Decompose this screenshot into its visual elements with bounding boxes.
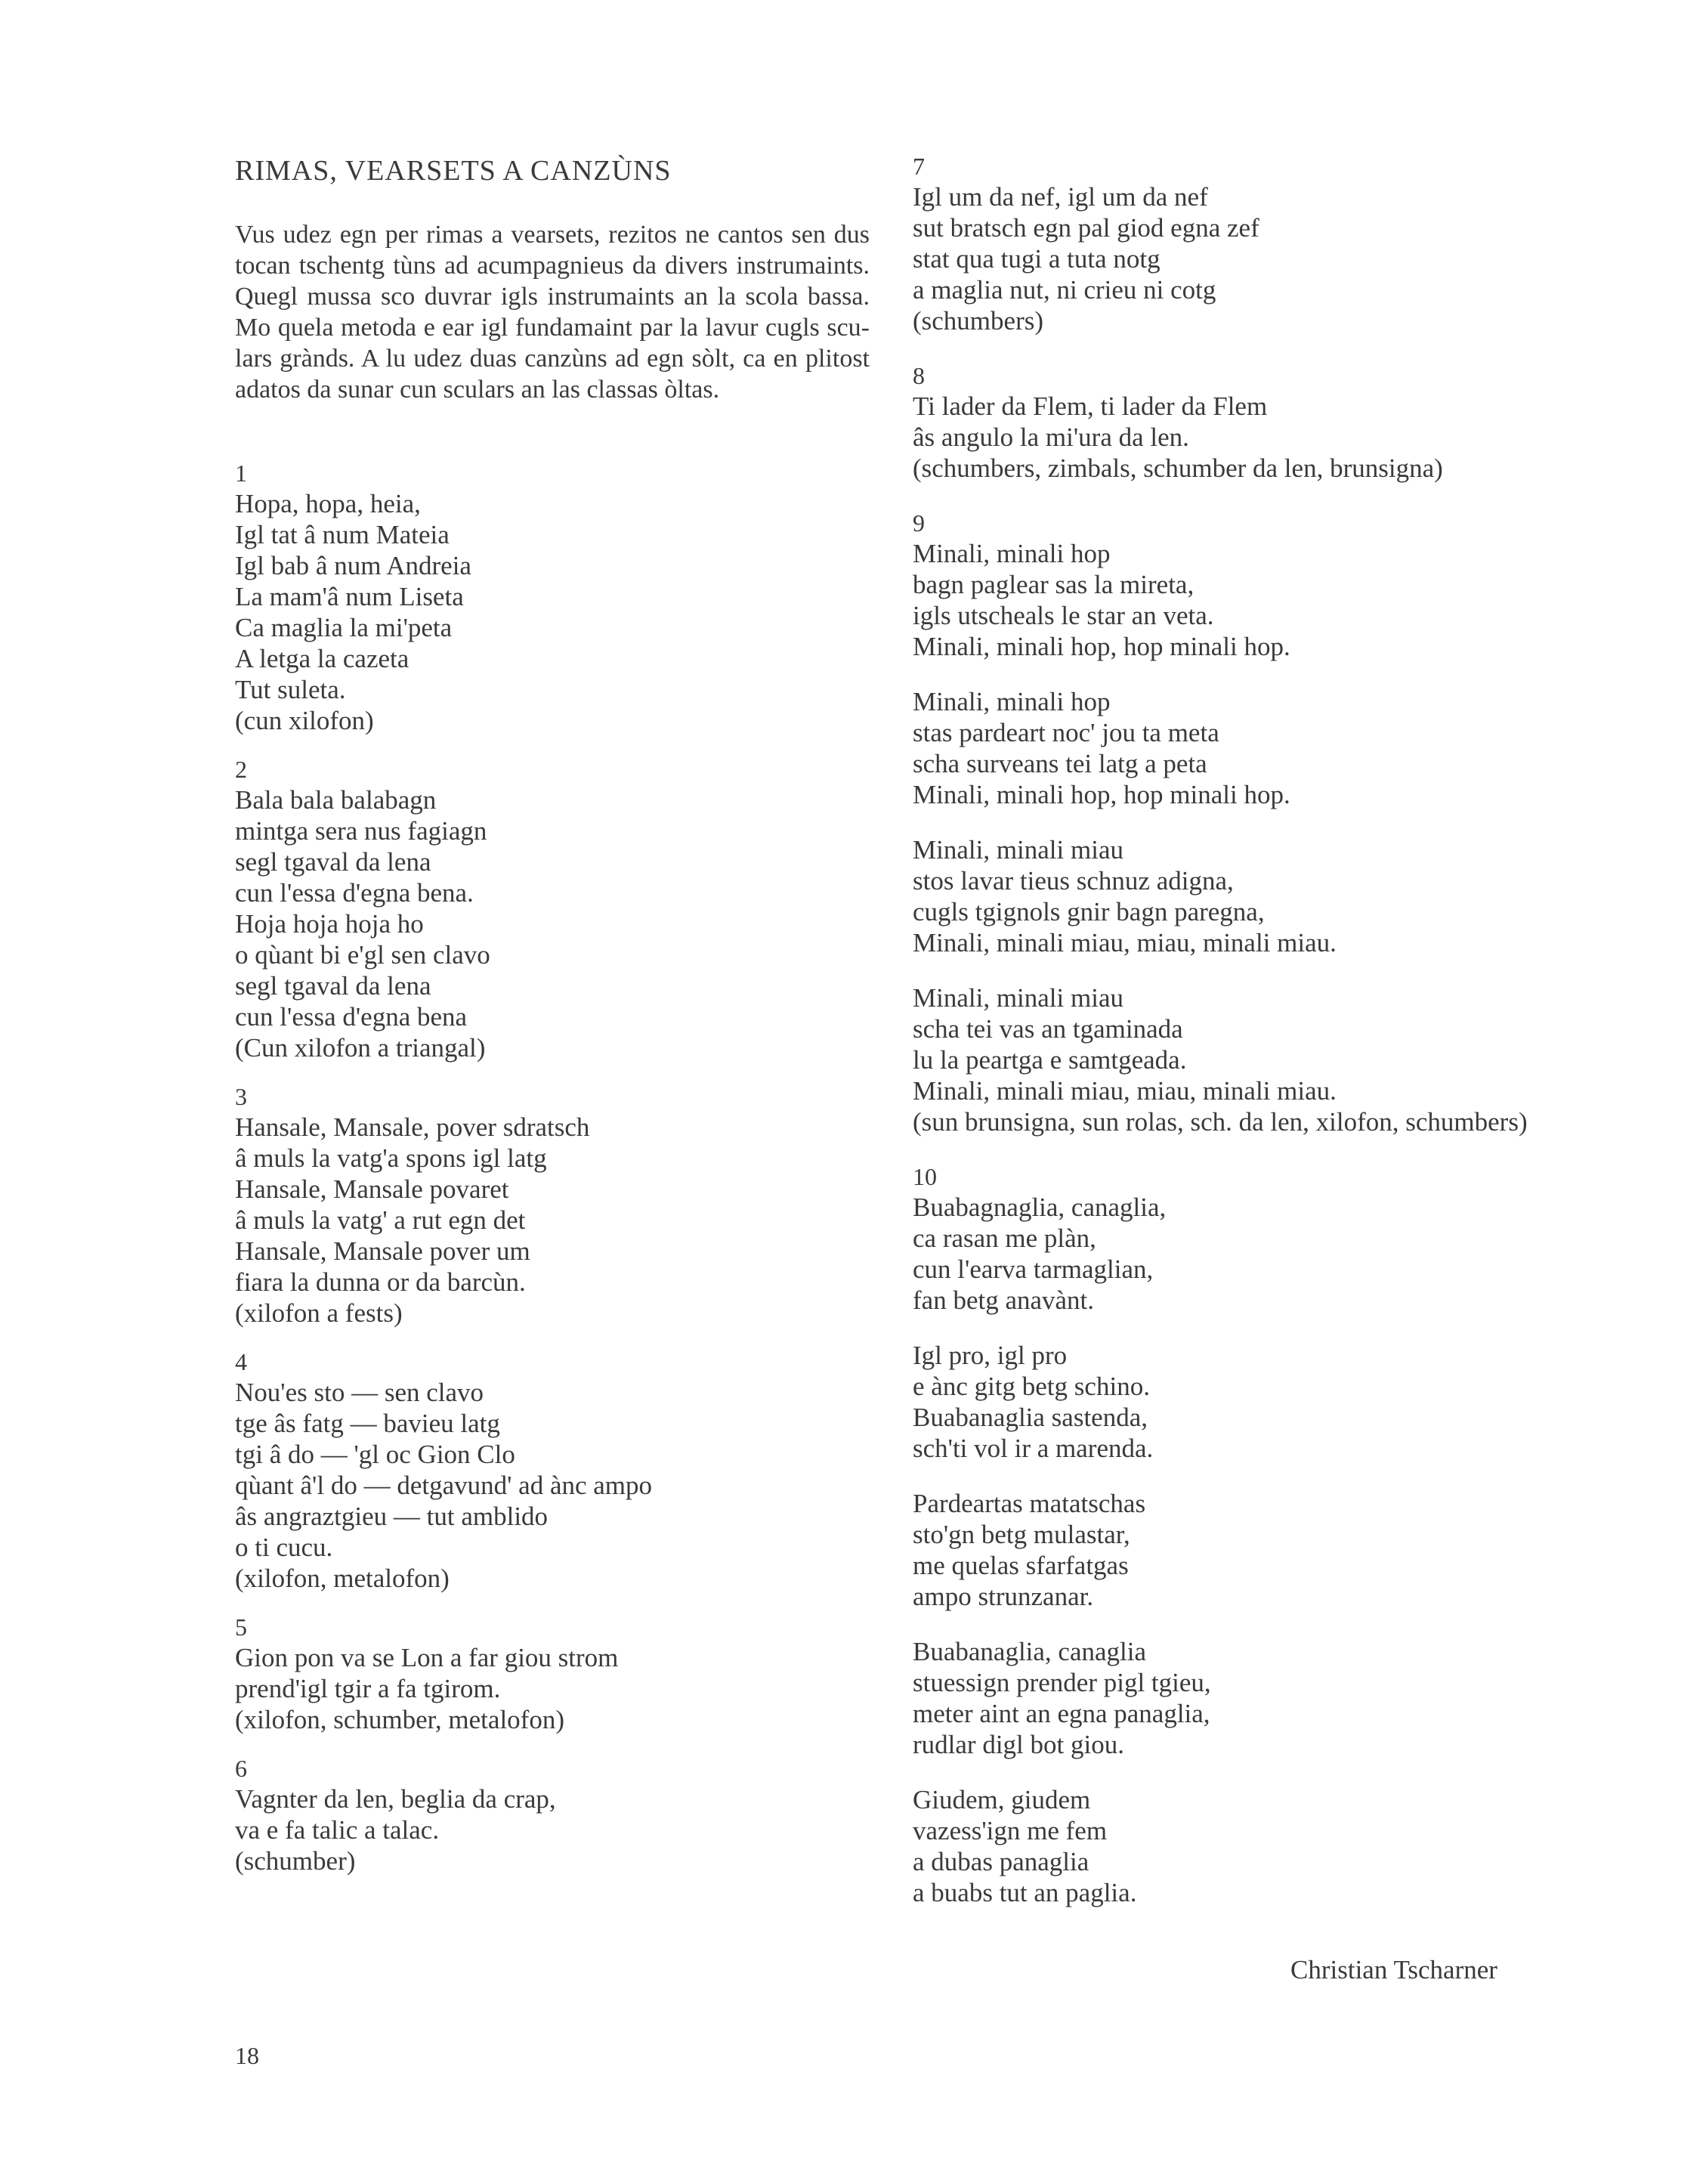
verse-line: Hansale, Mansale povaret: [235, 1174, 509, 1204]
verse-line: Ti lader da Flem, ti lader da Flem: [913, 391, 1268, 421]
verse-line: a dubas panaglia: [913, 1847, 1089, 1876]
verse-line: segl tgaval da lena: [235, 847, 431, 877]
verse-line: tge âs fatg — bavieu latg: [235, 1409, 500, 1438]
verse-line: Buabagnaglia, canaglia,: [913, 1193, 1167, 1222]
verse-line: cun l'essa d'egna bena.: [235, 878, 474, 908]
verse-line: Minali, minali miau, miau, minali miau.: [913, 1076, 1337, 1106]
poem-6: [235, 1753, 870, 1876]
page-title: RIMAS, VEARSETS A CANZÙNS: [235, 155, 672, 187]
verse-line: stos lavar tieus schnuz adigna,: [913, 866, 1234, 896]
verse-line: Nou'es sto — sen clavo: [235, 1378, 484, 1407]
poem-number: 8: [913, 362, 925, 389]
verse-line: fiara la dunna or da barcùn.: [235, 1267, 526, 1297]
verse-line: Igl pro, igl pro: [913, 1341, 1068, 1370]
verse-line: Giudem, giudem: [913, 1785, 1091, 1814]
verse-line: cun l'essa d'egna bena: [235, 1002, 468, 1032]
stanza: [913, 181, 1562, 336]
poem-number: 1: [235, 459, 247, 487]
verse-line: âs angraztgieu — tut amblido: [235, 1502, 549, 1531]
verse-line: igls utscheals le star an veta.: [913, 601, 1214, 630]
verse-line: Hansale, Mansale pover um: [235, 1236, 530, 1266]
verse-line: lu la peartga e samtgeada.: [913, 1045, 1187, 1075]
verse-line: (xilofon, metalofon): [235, 1564, 450, 1593]
verse-line: (sun brunsigna, sun rolas, sch. da len, xilofon, schumbers): [913, 1107, 1528, 1137]
verse-line: scha surveans tei latg a peta: [913, 749, 1207, 778]
left-column: [235, 151, 870, 1895]
verse-line: Hoja hoja hoja ho: [235, 909, 424, 939]
verse-line: Hopa, hopa, heia,: [235, 489, 421, 518]
poem-number: 2: [235, 756, 247, 783]
verse-line: sto'gn betg mulastar,: [913, 1520, 1130, 1549]
poem-7: [913, 151, 1562, 336]
verse-line: a buabs tut an paglia.: [913, 1878, 1137, 1907]
verse-line: cugls tgignols gnir bagn paregna,: [913, 897, 1265, 926]
verse-line: stas pardeart noc' jou ta meta: [913, 718, 1219, 747]
verse-line: Minali, minali hop, hop minali hop.: [913, 632, 1290, 661]
verse-line: (xilofon a fests): [235, 1298, 403, 1328]
poem-9: [913, 508, 1562, 1137]
verse-line: A letga la cazeta: [235, 644, 410, 673]
verse-line: Tut suleta.: [235, 675, 346, 704]
verse-line: scha tei vas an tgaminada: [913, 1014, 1183, 1044]
stanza: [913, 538, 1562, 662]
verse-line: Igl tat â num Mateia: [235, 520, 450, 549]
verse-line: (schumber): [235, 1846, 356, 1876]
stanza: [913, 1192, 1562, 1316]
verse-line: Minali, minali hop, hop minali hop.: [913, 780, 1290, 809]
poem-2: [235, 754, 870, 1063]
poem-4: [235, 1347, 870, 1594]
poem-number: 7: [913, 153, 925, 180]
verse-line: cun l'earva tarmaglian,: [913, 1254, 1154, 1284]
verse-line: e ànc gitg betg schino.: [913, 1372, 1150, 1401]
verse-line: âs angulo la mi'ura da len.: [913, 422, 1189, 452]
verse-line: segl tgaval da lena: [235, 971, 431, 1001]
stanza: [913, 1340, 1562, 1464]
verse-line: (xilofon, schumber, metalofon): [235, 1705, 564, 1734]
poem-number: 6: [235, 1755, 247, 1782]
verse-line: Ca maglia la mi'peta: [235, 613, 453, 642]
verse-line: Buabanaglia, canaglia: [913, 1637, 1147, 1666]
verse-line: Gion pon va se Lon a far giou strom: [235, 1643, 619, 1672]
verse-line: (schumbers): [913, 306, 1044, 336]
verse-line: Bala bala balabagn: [235, 785, 437, 815]
verse-line: sut bratsch egn pal giod egna zef: [913, 213, 1259, 243]
verse-line: tgi â do — 'gl oc Gion Clo: [235, 1440, 515, 1469]
poem-1: [235, 458, 870, 736]
stanza: [913, 686, 1562, 810]
author-signature: Christian Tscharner: [1290, 1955, 1497, 1984]
verse-line: â muls la vatg' a rut egn det: [235, 1205, 526, 1235]
right-poems: [913, 151, 1562, 1908]
page-number: 18: [235, 2042, 259, 2069]
verse-line: Hansale, Mansale, pover sdratsch: [235, 1112, 590, 1142]
verse-line: prend'igl tgir a fa tgirom.: [235, 1674, 501, 1703]
verse-line: vazess'ign me fem: [913, 1816, 1108, 1845]
verse-line: sch'ti vol ir a marenda.: [913, 1434, 1154, 1463]
poem-number: 10: [913, 1163, 937, 1190]
poem-number: 4: [235, 1348, 247, 1375]
poem-10: [913, 1162, 1562, 1908]
verse-line: (schumbers, zimbals, schumber da len, brunsigna): [913, 453, 1443, 483]
verse-line: meter aint an egna panaglia,: [913, 1699, 1210, 1728]
verse-line: ampo strunzanar.: [913, 1582, 1094, 1611]
verse-line: Minali, minali miau: [913, 983, 1123, 1013]
poem-number: 5: [235, 1613, 247, 1641]
stanza: [913, 982, 1562, 1137]
verse-line: me quelas sfarfatgas: [913, 1551, 1129, 1580]
poem-8: [913, 360, 1562, 484]
verse-line: Buabanaglia sastenda,: [913, 1403, 1148, 1432]
left-poems: [235, 458, 870, 1876]
verse-line: qùant â'l do — detgavund' ad ànc ampo: [235, 1471, 653, 1500]
verse-line: La mam'â num Liseta: [235, 582, 464, 611]
verse-line: o qùant bi e'gl sen clavo: [235, 940, 490, 970]
verse-line: ca rasan me plàn,: [913, 1223, 1096, 1253]
verse-line: rudlar digl bot giou.: [913, 1730, 1124, 1759]
verse-line: Minali, minali hop: [913, 687, 1111, 716]
stanza: [913, 834, 1562, 958]
verse-line: va e fa talic a talac.: [235, 1815, 440, 1845]
verse-line: o ti cucu.: [235, 1533, 333, 1562]
right-column: [913, 151, 1562, 1932]
stanza: [913, 1488, 1562, 1612]
verse-line: Vagnter da len, beglia da crap,: [235, 1784, 556, 1814]
verse-line: fan betg anavànt.: [913, 1285, 1095, 1315]
verse-line: stat qua tugi a tuta notg: [913, 244, 1161, 274]
poem-number: 9: [913, 509, 925, 537]
stanza: [913, 1784, 1562, 1908]
verse-line: Igl bab â num Andreia: [235, 551, 471, 580]
verse-line: (cun xilofon): [235, 706, 374, 735]
verse-line: mintga sera nus fagiagn: [235, 816, 487, 846]
intro-paragraph: Vus udez egn per rimas a vearsets, rezitos ne cantos sen dus tocan tschentg tùns ad acumpagnieus da divers instrumaints. Quegl mussa sco duvrar igls instrumaints an la scola bassa. Mo quela metoda e ear igl fundamaint par la lavur cugls scu-lars grànds. A lu udez duas canzùns ad egn sòlt, ca en plitost adatos da sunar cun sculars an las classas òltas.: [235, 221, 870, 404]
verse-line: stuessign prender pigl tgieu,: [913, 1668, 1211, 1697]
poem-number: 3: [235, 1083, 247, 1110]
stanza: [913, 391, 1562, 484]
verse-line: â muls la vatg'a spons igl latg: [235, 1143, 547, 1173]
poem-5: [235, 1612, 870, 1735]
verse-line: bagn paglear sas la mireta,: [913, 570, 1195, 599]
verse-line: Pardeartas matatschas: [913, 1489, 1146, 1518]
verse-line: (Cun xilofon a triangal): [235, 1033, 486, 1063]
stanza: [913, 1636, 1562, 1760]
poem-3: [235, 1081, 870, 1329]
verse-line: a maglia nut, ni crieu ni cotg: [913, 275, 1216, 305]
verse-line: Igl um da nef, igl um da nef: [913, 182, 1208, 212]
verse-line: Minali, minali miau: [913, 835, 1123, 865]
verse-line: Minali, minali hop: [913, 539, 1111, 568]
verse-line: Minali, minali miau, miau, minali miau.: [913, 928, 1337, 957]
